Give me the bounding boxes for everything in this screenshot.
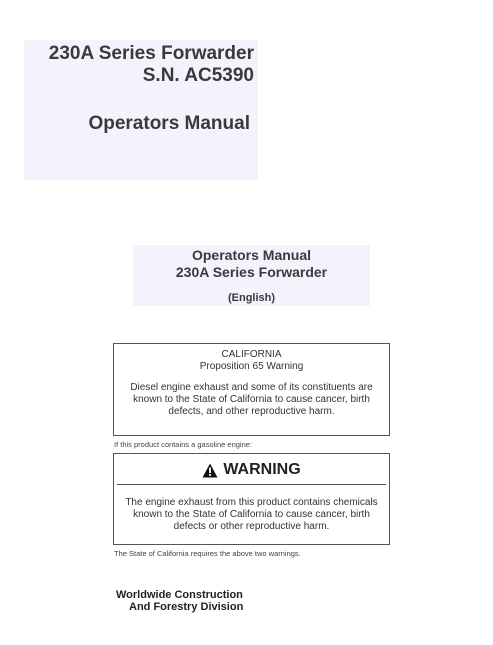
serial-number: S.N. AC5390 — [142, 65, 254, 86]
product-title: 230A Series Forwarder — [48, 43, 254, 64]
division-name — [116, 589, 243, 613]
warning-heading: WARNING — [223, 461, 301, 478]
warning-box — [113, 453, 390, 545]
requirement-note: The State of California requires the above two warnings. — [114, 549, 301, 558]
california-subtitle: Proposition 65 Warning — [199, 361, 304, 372]
title-block — [24, 40, 258, 180]
warning-text: The engine exhaust from this product contains chemicals known to the State of California to cause cancer, birth defects or other reproductive harm. — [125, 497, 378, 532]
warning-divider — [117, 484, 386, 485]
manual-title: Operators Manual — [88, 113, 250, 134]
subtitle-product: 230A Series Forwarder — [175, 264, 328, 280]
california-prop65-box — [113, 343, 390, 436]
warning-triangle-icon — [202, 463, 218, 478]
subtitle-manual: Operators Manual — [191, 247, 312, 263]
division-line2: And Forestry Division — [129, 601, 244, 613]
california-warning-text: Diesel engine exhaust and some of its constituents are known to the State of California to cause cancer, birth defects, and other reproductive harm. — [130, 382, 373, 417]
california-title: CALIFORNIA — [221, 349, 282, 360]
language-label: (English) — [227, 292, 276, 304]
gasoline-engine-note: If this product contains a gasoline engine: — [114, 440, 253, 449]
division-line1: Worldwide Construction — [116, 589, 243, 601]
subtitle-block — [133, 245, 370, 306]
warning-header — [114, 460, 389, 480]
